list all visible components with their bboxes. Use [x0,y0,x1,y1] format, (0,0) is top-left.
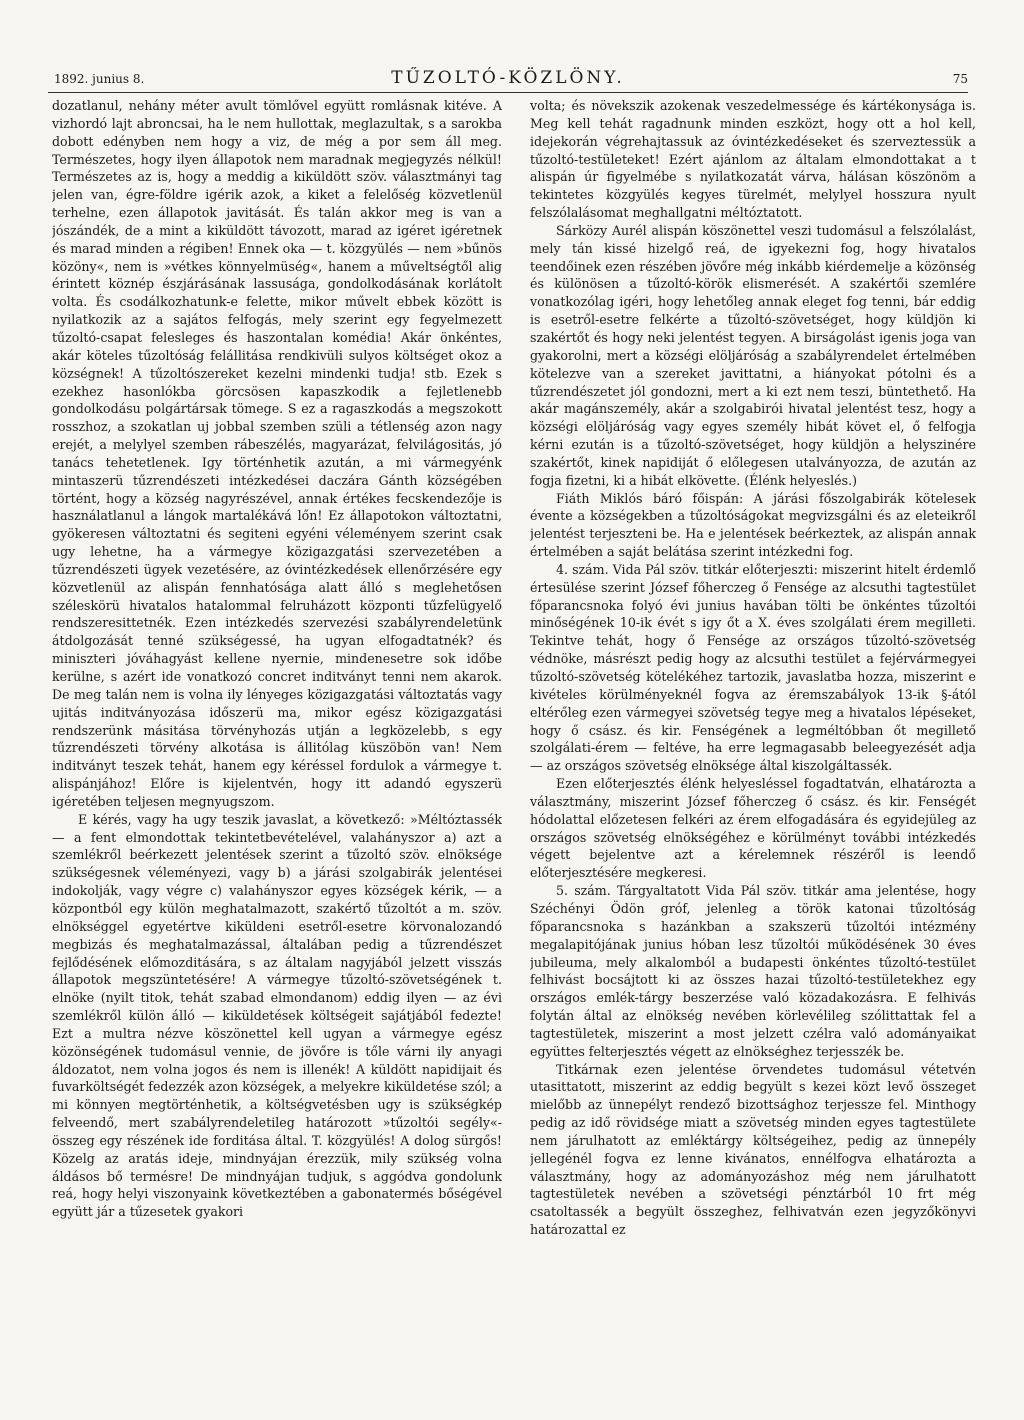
page-header [48,66,968,93]
paragraph: volta; és növekszik azokenak veszedelmessége és kártékonysága is. Meg kell tehát ragadnunk minden eszközt, hogy ott a hol kell, idejekorán végrehajtassuk az óvintézkedéseket és szerveztessük a tűzoltó-testületeket! Ezért ajánlom az általam elmondottakat a t alispán úr figyelmébe s nyilatkozatát várva, hálásan köszönöm a tekintetes közgyülés kegyes türelmét, melylyel hosszura nyult felszólalásomat meghallgatni méltóztatott. [530,98,976,221]
right-column [530,97,976,1397]
newspaper-title: TŰZOLTÓ-KÖZLÖNY. [391,68,625,88]
paragraph: E kérés, vagy ha ugy teszik javaslat, a következő: »Méltóztassék — a fent elmondottak tekintetbevételével, valahányszor a) azt a szemlékről beérkezett jelentések szerint a tűzoltó szöv. elnöksége szükségesnek véleményezi, vagy b) a járási szolgabirák jelentései indokolják, vagy végre c) valahányszor egyes községek kérik, — a központból egy külön meghatalmazott, szakértő tűzoltót a m. szöv. elnökséggel egyetértve kiküldeni esetről-esetre körvonalozandó megbizás és meghatalmazással, általában pedig a tűzrendészet fejlődésének előmozditására, s az általam nagyjából jelzett visszás állapotok megszüntetésére! A vármegye tűzoltó-szövetségének t. elnöke (nyilt titok, tehát szabad elmondanom) eddig ilyen — az évi szemlékről külön álló — kiküldetések költségeit sajátjából fedezte! Ezt a multra nézve köszönettel kell ugyan a vármegye egész közönségének tudomásul vennie, de jövőre is tőle várni ily anyagi áldozatot, nem volna jogos és nem is illenék! A küldött napidijait és fuvarköltségét fedezzék azon községek, a melyekre kiküldetése szól; a mi könnyen megtörténhetik, a költségvetésben ugy is szükségkép felveendő, mert szabályrendeletileg határozott »tűzoltói segély«-összeg egy részének ide forditása által. T. közgyülés! A dolog sürgős! Közelg az aratás ideje, mindnyájan érezzük, mily szükség volna áldásos bő termésre! De mindnyájan tudjuk, s aggódva gondolunk reá, hogy helyi viszonyaink következtében a gabonatermés bőségével együtt jár a tűzesetek gyakori [52,811,502,1220]
page-number: 75 [952,72,968,86]
paragraph: 4. szám. Vida Pál szöv. titkár előterjeszti: miszerint hitelt érdemlő értesülése szerint József főherczeg ő Fensége az alcsuthi tagtestület főparancsnoka folyó évi junius havában tölti be önkéntes tűzoltói minőségének 10-ik évét s igy őt a X. éves szolgálati érem megilleti. Tekintve tehát, hogy ő Fensége az országos tűzoltó-szövetség védnöke, másrészt pedig hogy az alcsuthi testület a fejérvármegyei tűzoltó-szövetség kötelékéhez tartozik, javaslatba hozza, miszerint e kivételes körülményeknél fogva az éremszabályok 13-ik §-ától eltérőleg ezen vármegyei szövetség tegye meg a hivatalos lépéseket, hogy ő csász. és kir. Fenségének a legméltóbban őt megillető szolgálati-érem — feltéve, ha erre legmagasabb beleegyezését adja — az országos szövetség elnöksége által kiszolgáltassék. [530,561,976,774]
paragraph: 5. szám. Tárgyaltatott Vida Pál szöv. titkár ama jelentése, hogy Széchényi Ödön gróf, jelenleg a török katonai tűzoltóság főparancsnoka s hazánkban a szakszerü tűzoltói intézmény megalapitójának junius hóban lesz tűzoltói működésének 30 éves jubileuma, mely alkalomból a budapesti önkéntes tűzoltó-testület felhivást bocsájtott ki az összes hazai tűzoltó-testületekhez egy országos emlék-tárgy beszerzése való közadakozásra. E felhivás folytán által az elnökség nevében körlevélileg szólittattak fel a tagtestületek, miszerint a most jelzett czélra való adományaikat együttes felterjesztés végett az elnökséghez terjesszék be. [530,883,976,1059]
paragraph: Ezen előterjesztés élénk helyesléssel fogadtatván, elhatározta a választmány, miszerint József főherczeg ő csász. és kir. Fenségét hódolattal előzetesen felkéri az érem elfogadására és egyidejüleg az országos szövetség elnökségéhez e körülményt további intézkedés végett bejelentve azt a kérelemnek részéről is leendő előterjesztésére megkeresi. [530,776,976,881]
paragraph: Sárközy Aurél alispán köszönettel veszi tudomásul a felszólalást, mely tán kissé hizelgő reá, de igyekezni fog, hogy hivatalos teendőinek ezen részében jövőre még inkább kiérdemelje a közönség és különösen a tűzoltó-körök elismerését. A szakértői szemlére vonatkozólag igéri, hogy lehetőleg annak eleget fog tenni, bár eddig is esetről-esetre felkérte a tűzoltó-szövetséget, hogy küldjön ki szakértőt és hogy neki jelentést tegyen. A birságolást igenis joga van gyakorolni, mert a községi elöljáróság a szabályrendelet értelmében kötelezve van a szereket javittatni, a hiányokat pótolni és a tűzrendészetet jól gondozni, mert a ki ezt nem teszi, büntethető. Ha akár magánszemély, akár a szolgabirói hivatal jelentést tesz, hogy a községi elöljáróság vagy egyes személy hibát követ el, ő felfogja kérni ezután is a tűzoltó-szövetséget, hogy küldjön a helyszinére szakértőt, kinek napidiját ő előlegesen utalványozza, de azután az fogja fizetni, ki a hibát elkövette. (Élénk helyeslés.) [530,222,976,488]
paragraph: dozatlanul, nehány méter avult tömlővel együtt romlásnak kitéve. A vizhordó lajt abroncsai, ha le nem hullottak, meglazultak, s a sarokba dobott edényben nem hogy a viz, de még a por sem áll meg. Természetes, hogy ilyen állapotok nem maradnak megjegyzés nélkül! Természetes az is, hogy a meddig a kiküldött szöv. választmányi tag jelen van, égre-földre igérik azok, a kiket a felelőség közvetlenül terhelne, ezen állapotok javitását. És talán akkor meg is van a jószándék, de a mint a kiküldött távozott, marad az igéret igéretnek és marad minden a régiben! Ennek oka — t. közgyülés — nem »bűnös közöny«, nem is »vétkes könnyelmüség«, hanem a műveltségtől alig érintett köznép észjárásának lassusága, gondolkodásának korlátolt volta. És csodálkozhatunk-e felette, mikor művelt ebbek között is nyilatkozik az a sajátos felfogás, mely szerint egy fegyelmezett tűzoltó-csapat felesleges és haszontalan komédia! Akár önkéntes, akár köteles tűzoltóság felállitása rendkivüli sulyos költséget okoz a községnek! A tűzoltószereket kezelni mindenki tudja! stb. Ezek s ezekhez hasonlókba görcsösen kapaszkodik a fejletlenebb gondolkodásu polgártársak tömege. S ez a ragaszkodás a megszokott rosszhoz, a szokatlan uj jobbal szemben szüli a tétlenség azon nagy erejét, a melylyel szemben rábeszélés, magyarázat, felvilágositás, jó tanács tehetetlenek. Igy történhetik azután, a mi vármegyénk mintaszerü tűzrendészeti intézkedései daczára Gánth községében történt, hogy a község nagyrészével, annak értékes fecskendezője is használatlanul a lángok martalékává lőn! Ez állapotokon változtatni, gyökeresen változtatni és segiteni egyéni véleményem szerint csak ugy lehetne, ha a vármegye közigazgatási szervezetében a tűzrendészeti ügyek vezetésére, az óvintézkedések ellenőrzésére egy közvetlenül az alispán fennhatósága alatt álló s meglehetősen széleskörü hivatalos hatalommal felruházott központi tűzfelügyelő rendszeresittetnék. Ezen intézkedés szervezési szabályrendeletünk átdolgozását tenné szükségessé, ha ugyan elfogadtatnék? és miniszteri jóváhagyást kellene nyernie, mindenesetre sok időbe kerülne, s azért ide vonatkozó concret inditványt tenni nem akarok. De meg talán nem is volna ily lényeges közigazgatási változtatás vagy ujitás inditványozása időszerü ma, mikor egész közigazgatási rendszerünk másitása törvényhozás utján a legközelebb, s egy tűzrendészeti törvény alkotása is állitólag küszöbön van! Nem inditványt teszek tehát, hanem egy kéréssel fordulok a vármegye t. alispánjához! Előre is kijelentvén, hogy itt adandó egyszerü igéretében teljesen megnyugszom. [52,98,502,809]
issue-date: 1892. junius 8. [54,72,145,86]
paragraph: Fiáth Miklós báró főispán: A járási főszolgabirák kötelesek évente a községekben a tűzoltóságokat megvizsgálni és az eleteikről jelentést terjeszteni be. Ha e jelentések beérkeztek, az alispán annak értelmében a saját belátása szerint intézkedni fog. [530,490,976,560]
left-column [52,97,502,1397]
paragraph: Titkárnak ezen jelentése örvendetes tudomásul vétetvén utasittatott, miszerint az eddig begyült s kezei közt levő összeget mielőbb az ünnepélyt rendező bizottsághoz terjessze fel. Minthogy pedig az idő rövidsége miatt a szövetség minden egyes tagtestülete nem járulhatott az emléktárgy költségeihez, pedig az ünnepély jellegénél fogva ez lenne kivánatos, ennélfogva elhatározta a választmány, hogy az adományozáshoz még nem járulhatott tagtestületek nevében a szövetségi pénztárból 10 frt még csatoltassék a begyült összeghez, felhivatván ezen jegyzőkönyvi határozattal ez [530,1061,976,1238]
